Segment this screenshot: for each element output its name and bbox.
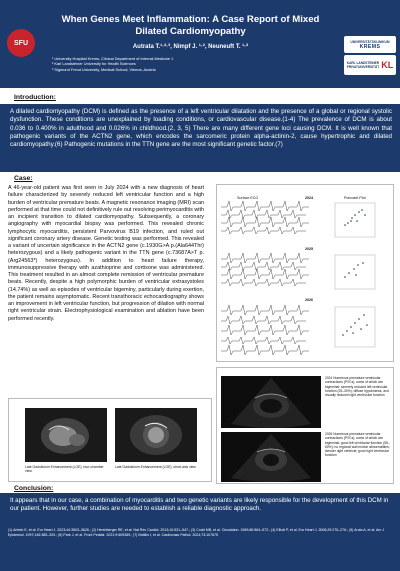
echo-note-2024: 2024 Numerous premature ventricular contractions (PVCs), some of which are bigeminal; severely reduced left ventricular function (25–30%); diffuse hypokinesis, and visually reduced right ventricular function — [325, 376, 389, 398]
kl-mark: KL — [381, 60, 394, 70]
intro-heading: Introduction: — [14, 94, 56, 101]
uk-logo-line2: KREMS — [359, 43, 381, 50]
poincare-plots — [335, 203, 375, 347]
affiliation-1: ¹ University Hospital Krems, Clinical Department of Internal Medicine 1 — [52, 56, 174, 61]
fig1-ecg — [216, 184, 394, 362]
ecg-year-2026: 2026 — [305, 298, 313, 302]
conclusion-heading: Conclusion: — [14, 485, 54, 492]
mri-left-caption: Late Gadolinium Enhancement (LGE), four-chamber view — [25, 465, 104, 474]
intro-text: A dilated cardiomyopathy (DCM) is defined as the presence of a left ventricular dilatation and the presence of a global or regional systolic dysfunction. These conditions are unexplained by loading conditions, or cardiovascular disease.(1-4) The prevalence of DCM is about 0.036 to 0.400% in adulthood and 0.026% in childhood.(2, 3, 5) There are many different gene loci causing DCM. It is well known that pathogenic variants of the ACTN2 gene, which encodes the sarcomeric protein alpha-actinin-2, cause hypertrophic and dilated cardiomyopathy.(6) Pathogenic mutations in the TTN gene are the most significant genetic factor.(7) — [10, 108, 392, 149]
mri-four-chamber-image — [25, 408, 107, 462]
mri-short-axis-image — [115, 408, 197, 462]
ecg-traces — [217, 185, 395, 363]
university-hospital-logo — [344, 36, 396, 53]
mri-right-caption: Late Gadolinium Enhancement (LGE), short-axis view — [115, 465, 196, 469]
poster-title: When Genes Meet Inflammation: A Case Report of Mixed Dilated Cardiomyopathy — [61, 14, 320, 37]
fig3-echo — [216, 367, 394, 484]
ecg-col-right: Poincaré-Plot — [344, 196, 366, 200]
sfu-logo-text: SFU — [14, 39, 28, 47]
case-heading: Case: — [14, 175, 33, 182]
fig2-mri — [8, 398, 212, 482]
references: (1) Arbelo E, et al. Eur Heart J. 2023;44:3503–3626.; (2) Hershberger RE, et al. Nat Rev Cardiol. 2013;10:531–547.; (3) Codd MB, et al. Circulation. 1989;80:564–572.; (4) Elliott P, et al. Eur Heart J. 2008;29:270–276.; (5) Arola A, et al. Am J Epidemiol. 1997;146:385–393.; (6) Park J, et al. Front Pediatr. 2021;9:609389.; (7) Bottillo I, et al. Cardiovasc Pathol. 2024;73:107675 — [8, 528, 385, 537]
echo-note-2026: 2026 Numerous premature ventricular contractions (PVCs), some of which are bigeminal; good left ventricular function (55–60%); no regional wall motion abnormalities; slender right ventricle; good right ventricular function — [325, 432, 390, 458]
karl-landsteiner-logo — [344, 55, 396, 75]
case-text: A 46-year-old patient was first seen in July 2024 with a new diagnosis of heart failure characterized by severely reduced left ventricular function and a high burden of ventricular premature beats. A magnetic resonance imaging (MRI) scan performed at that time could not definitively rule out resolving perimyocarditis with an incipient transition to dilated cardiomyopathy. Subsequently, a coronary angiography with myocardial biopsy was performed. This revealed chronic lymphocytic myocarditis, persistent Parvovirus B19 infection, and ruled out significant coronary artery disease. Genetic testing was performed. This revealed a variant of uncertain significance in the ACTN2 gene (c.1930G>A p.(Ala644Thr) heterozygous) and a likely pathogenic variant in the TTN gene (c.73687A>T p.(Arg24563*) heterozygous). In addition to heart failure therapy, immunosuppressive therapy with azathioprine and cortisone was administered. This treatment resulted in an almost complete remission of ventricular premature beats. Recently, despite a high polymorphic burden of ventricular extrasystoles (14.74%) as well as episodes of ventricular bigeminy, particularly during exertion, the patient remains asymptomatic. Recent transthoracic echocardiography shows an improvement in left ventricular function, but progression of dilation with normal right ventricular strain. Electrophysiological examination and ablation have been performed recently. — [8, 185, 204, 322]
ecg-col-left: Surface ECG — [237, 196, 259, 200]
authors: Autrata T.¹·²·³, Nimpf J. ¹·², Neuneuft T. ¹·² — [132, 44, 249, 50]
header-banner — [0, 0, 400, 88]
affiliation-2: ² Karl Landsteiner University for Health Sciences — [52, 61, 136, 67]
echo-image-2026 — [221, 432, 321, 482]
kl-logo-line2: PRIVATUNIVERSITÄT — [346, 65, 380, 69]
uk-logo-line1: UNIVERSITÄTSKLINIKUM — [350, 39, 390, 44]
ecg-year-2024: 2024 — [305, 196, 313, 200]
conclusion-text: It appears that in our case, a combination of myocarditis and two genetic variants are likely responsible for the development of this DCM in our patient. However, further studies are needed to establish a reliable diagnostic approach. — [10, 497, 389, 513]
echo-image-2024 — [221, 376, 321, 428]
affiliation-3: ³ Sigmund Freud University, Medical School, Vienna, Austria — [52, 66, 156, 72]
ecg-year-2025: 2025 — [305, 247, 313, 251]
affiliations — [52, 56, 312, 72]
kl-logo-line1: KARL LANDSTEINER — [346, 61, 380, 65]
sfu-logo — [7, 29, 35, 57]
